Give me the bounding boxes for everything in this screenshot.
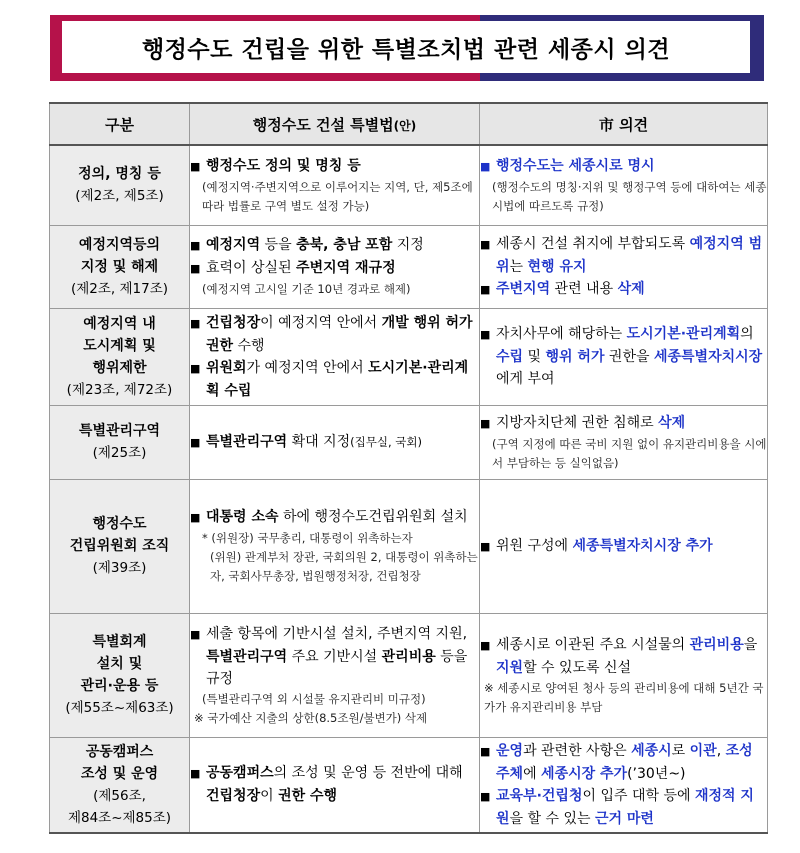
table-row bbox=[50, 479, 768, 613]
bill-cell: ■ 특별관리구역 확대 지정(집무실, 국회) bbox=[190, 405, 480, 479]
header-category: 구분 bbox=[50, 103, 190, 145]
city-cell: ■ 운영과 관련한 사항은 세종시로 이관, 조성 주체에 세종시장 추가(’30년~) ■ 교육부·건립청이 입주 대학 등에 재정적 지원을 할 수 있는 근거 마련 bbox=[480, 737, 768, 833]
bill-cell: ■ 공동캠퍼스의 조성 및 운영 등 전반에 대해 건립청장이 권한 수행 bbox=[190, 737, 480, 833]
row-category: 예정지역 내 도시계획 및 행위제한 (제23조, 제72조) bbox=[50, 308, 190, 405]
city-cell: ■ 세종시로 이관된 주요 시설물의 관리비용을 지원할 수 있도록 신설 ※ 세종시로 양여된 청사 등의 관리비용에 대해 5년간 국가가 유지관리비용 부담 bbox=[480, 613, 768, 737]
bill-cell: ■ 행정수도 정의 및 명칭 등 (예정지역·주변지역으로 이루어지는 지역, 단, 제5조에 따라 법률로 구역 별도 설정 가능) bbox=[190, 145, 480, 225]
table-row bbox=[50, 145, 768, 225]
row-category: 행정수도 건립위원회 조직 (제39조) bbox=[50, 479, 190, 613]
table-row bbox=[50, 308, 768, 405]
header-city-opinion: 市 의견 bbox=[480, 103, 768, 145]
row-category: 특별회계 설치 및 관리·운용 등 (제55조~제63조) bbox=[50, 613, 190, 737]
page-title: 행정수도 건립을 위한 특별조치법 관련 세종시 의견 bbox=[62, 21, 750, 73]
city-cell: ■ 위원 구성에 세종특별자치시장 추가 bbox=[480, 479, 768, 613]
bill-cell: ■ 예정지역 등을 충북, 충남 포함 지정 ■ 효력이 상실된 주변지역 재규정 (예정지역 고시일 기준 10년 경과로 해제) bbox=[190, 225, 480, 308]
table-header-row bbox=[50, 103, 768, 145]
row-category: 예정지역등의 지정 및 해제 (제2조, 제17조) bbox=[50, 225, 190, 308]
row-category: 특별관리구역 (제25조) bbox=[50, 405, 190, 479]
table-row bbox=[50, 405, 768, 479]
row-category: 정의, 명칭 등 (제2조, 제5조) bbox=[50, 145, 190, 225]
title-banner bbox=[50, 15, 764, 81]
row-category: 공동캠퍼스 조성 및 운영 (제56조, 제84조~제85조) bbox=[50, 737, 190, 833]
bill-cell: ■ 건립청장이 예정지역 안에서 개발 행위 허가 권한 수행 ■ 위원회가 예정지역 안에서 도시기본·관리계획 수립 bbox=[190, 308, 480, 405]
city-cell: ■ 지방자치단체 권한 침해로 삭제 (구역 지정에 따른 국비 지원 없이 유지관리비용을 시에서 부담하는 등 실익없음) bbox=[480, 405, 768, 479]
table-row bbox=[50, 613, 768, 737]
city-cell: ■ 세종시 건설 취지에 부합되도록 예정지역 범위는 현행 유지 ■ 주변지역 관련 내용 삭제 bbox=[480, 225, 768, 308]
bill-cell: ■ 대통령 소속 하에 행정수도건립위원회 설치 * (위원장) 국무총리, 대통령이 위촉하는자 (위원) 관계부처 장관, 국회의원 2, 대통령이 위촉하는 자, 국회사무총장, 법원행정처장, 건립청장 bbox=[190, 479, 480, 613]
header-bill: 행정수도 건설 특별법(안) bbox=[190, 103, 480, 145]
table-row bbox=[50, 225, 768, 308]
city-cell: ■ 행정수도는 세종시로 명시 (행정수도의 명칭·지위 및 행정구역 등에 대하여는 세종시법에 따르도록 규정) bbox=[480, 145, 768, 225]
comparison-table bbox=[49, 102, 768, 834]
city-cell: ■ 자치사무에 해당하는 도시기본·관리계획의 수립 및 행위 허가 권한을 세종특별자치시장에게 부여 bbox=[480, 308, 768, 405]
bill-cell: ■ 세출 항목에 기반시설 설치, 주변지역 지원, 특별관리구역 주요 기반시설 관리비용 등을 규정 (특별관리구역 외 시설물 유지관리비 미규정) ※ 국가예산 지출의 상한(8.5조원/불변가) 삭제 bbox=[190, 613, 480, 737]
table-row bbox=[50, 737, 768, 833]
